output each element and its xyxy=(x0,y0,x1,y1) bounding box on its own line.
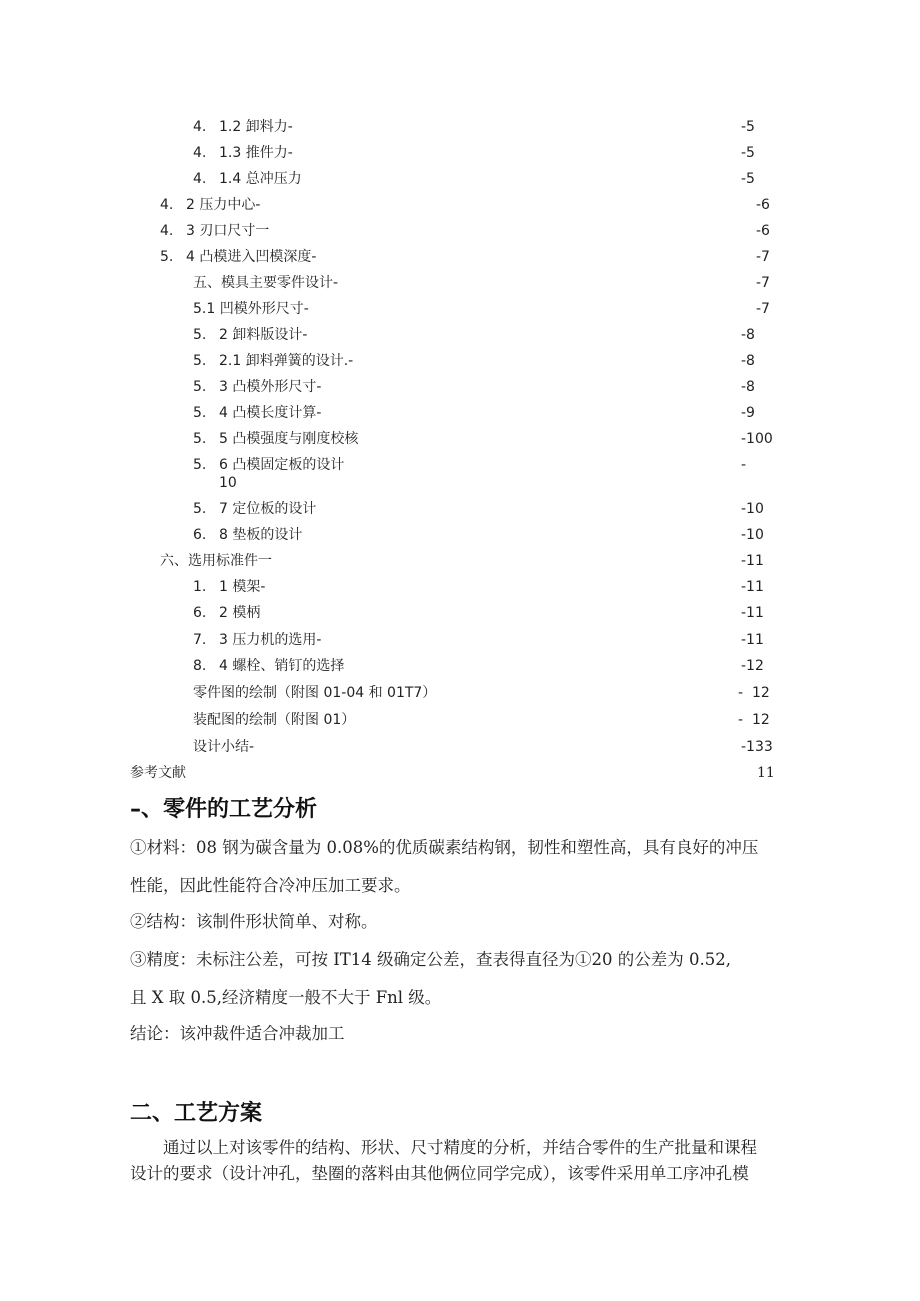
toc-number: 6. xyxy=(193,605,207,621)
toc-number: 4. xyxy=(160,223,174,239)
toc-title: 6 凸模固定板的设计 xyxy=(219,457,345,473)
toc-page: -11 xyxy=(741,553,764,569)
toc-page: -8 xyxy=(741,327,755,343)
toc-page: -6 xyxy=(756,223,770,239)
toc-title: 零件图的绘制（附图 01-04 和 01T7） xyxy=(193,685,437,701)
paragraph-line: 且 X 取 0.5,经济精度一般不大于 Fnl 级。 xyxy=(130,988,442,1007)
toc-title: 2 卸料版设计- xyxy=(219,327,308,343)
toc-page: -133 xyxy=(741,739,773,755)
toc-number: 5. xyxy=(193,501,207,517)
toc-number: 5. xyxy=(193,353,207,369)
toc-title: 3 凸模外形尺寸- xyxy=(219,379,322,395)
paragraph-line: ③精度：未标注公差，可按 IT14 级确定公差，查表得直径为①20 的公差为 0.52, xyxy=(130,950,731,969)
toc-number: 4. xyxy=(193,145,207,161)
toc-page: -12 xyxy=(741,658,764,674)
toc-number: 5. xyxy=(193,379,207,395)
toc-page: -11 xyxy=(741,605,764,621)
toc-number: 4. xyxy=(193,171,207,187)
toc-page: -6 xyxy=(756,197,770,213)
paragraph-line: ②结构：该制件形状简单、对称。 xyxy=(130,912,378,931)
toc-number: 5. xyxy=(193,405,207,421)
toc-page: -9 xyxy=(741,405,755,421)
toc-number: 5. xyxy=(193,457,207,473)
section-heading: 二、工艺方案 xyxy=(130,1101,263,1126)
toc-title: 7 定位板的设计 xyxy=(219,501,317,517)
toc-page: - xyxy=(741,457,747,473)
toc-title: 8 垫板的设计 xyxy=(219,527,303,543)
toc-title: 1.4 总冲压力 xyxy=(219,171,302,187)
toc-page: -7 xyxy=(756,301,770,317)
toc-page: -7 xyxy=(756,275,770,291)
toc-page: -11 xyxy=(741,632,764,648)
paragraph-line: 设计的要求（设计冲孔，垫圈的落料由其他俩位同学完成），该零件采用单工序冲孔模 xyxy=(130,1164,749,1183)
toc-page-wrapped: 10 xyxy=(219,475,237,491)
toc-title: 参考文献 xyxy=(130,765,186,781)
toc-page: -8 xyxy=(741,379,755,395)
toc-title: 五、模具主要零件设计- xyxy=(193,275,339,291)
toc-page: -11 xyxy=(741,579,764,595)
paragraph-line: 性能，因此性能符合冷冲压加工要求。 xyxy=(130,876,411,895)
toc-title: 2 压力中心- xyxy=(186,197,261,213)
toc-number: 4. xyxy=(193,119,207,135)
toc-page: -5 xyxy=(741,171,755,187)
toc-page: -7 xyxy=(756,249,770,265)
toc-page: 11 xyxy=(757,765,775,781)
paragraph-line: ①材料：08 钢为碳含量为 0.08%的优质碳素结构钢，韧性和塑性高，具有良好的冲压 xyxy=(130,838,759,857)
toc-number: 5. xyxy=(160,249,174,265)
toc-title: 5 凸模强度与刚度校核 xyxy=(219,431,359,447)
toc-title: 3 刃口尺寸一 xyxy=(186,223,270,239)
toc-number: 6. xyxy=(193,527,207,543)
section-heading: –、零件的工艺分析 xyxy=(130,797,318,822)
toc-title: 5.1 凹模外形尺寸- xyxy=(193,301,309,317)
toc-page: - 12 xyxy=(738,712,770,728)
toc-title: 装配图的绘制（附图 01） xyxy=(193,712,356,728)
toc-title: 2 模柄 xyxy=(219,605,261,621)
toc-title: 设计小结- xyxy=(193,739,255,755)
toc-title: 3 压力机的选用- xyxy=(219,632,322,648)
paragraph-line: 结论：该冲裁件适合冲裁加工 xyxy=(130,1024,345,1043)
paragraph-line: 通过以上对该零件的结构、形状、尺寸精度的分析，并结合零件的生产批量和课程 xyxy=(163,1138,757,1157)
toc-title: 4 螺栓、销钉的选择 xyxy=(219,658,345,674)
toc-title: 1.2 卸料力- xyxy=(219,119,293,135)
toc-number: 1. xyxy=(193,579,207,595)
toc-number: 4. xyxy=(160,197,174,213)
toc-number: 7. xyxy=(193,632,207,648)
toc-title: 1.3 推件力- xyxy=(219,145,293,161)
toc-title: 4 凸模长度计算- xyxy=(219,405,322,421)
toc-page: -5 xyxy=(741,145,755,161)
toc-page: - 12 xyxy=(738,685,770,701)
toc-title: 2.1 卸料弹簧的设计.- xyxy=(219,353,354,369)
toc-title: 4 凸模进入凹模深度- xyxy=(186,249,317,265)
toc-page: -10 xyxy=(741,501,764,517)
toc-page: -8 xyxy=(741,353,755,369)
toc-page: -10 xyxy=(741,527,764,543)
toc-number: 5. xyxy=(193,327,207,343)
toc-number: 8. xyxy=(193,658,207,674)
toc-number: 5. xyxy=(193,431,207,447)
toc-page: -5 xyxy=(741,119,755,135)
toc-title: 六、选用标准件一 xyxy=(160,553,272,569)
toc-title: 1 模架- xyxy=(219,579,266,595)
toc-page: -100 xyxy=(741,431,773,447)
